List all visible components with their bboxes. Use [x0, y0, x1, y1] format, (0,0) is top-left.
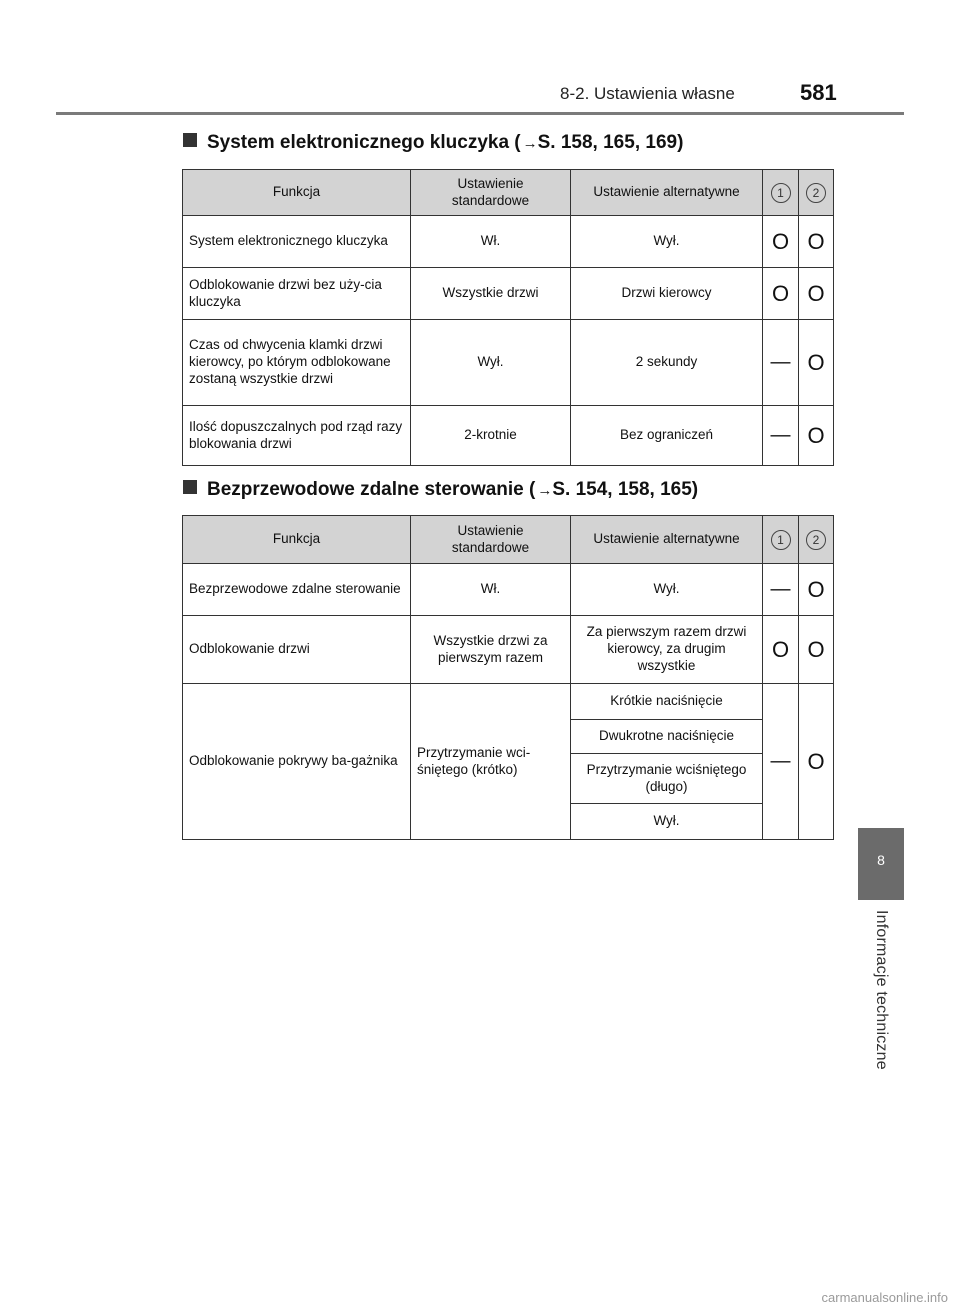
cell-mode2: O [799, 268, 834, 320]
cell-function: Czas od chwycenia klamki drzwi kierowcy, po którym odblokowane zostaną wszystkie drzwi [183, 320, 411, 406]
cell-mode2: O [799, 320, 834, 406]
cell-standard: Przytrzymanie wci-śniętego (krótko) [411, 684, 571, 840]
col-header-mode1 [763, 170, 799, 216]
section1-title [183, 132, 683, 154]
cell-mode2: O [799, 406, 834, 466]
circle-1-icon: 1 [771, 183, 791, 203]
cell-function: Odblokowanie drzwi bez uży-cia kluczyka [183, 268, 411, 320]
cell-function: Ilość dopuszczalnych pod rząd razy blokowania drzwi [183, 406, 411, 466]
section2-table [182, 515, 834, 840]
cell-alternative: Drzwi kierowcy [571, 268, 763, 320]
bullet-icon [183, 480, 197, 494]
cell-mode2: O [799, 616, 834, 684]
cell-alternative: Dwukrotne naciśnięcie [571, 720, 763, 754]
bullet-icon [183, 133, 197, 147]
table-row [183, 406, 834, 466]
cell-function: Bezprzewodowe zdalne sterowanie [183, 564, 411, 616]
table-row [183, 320, 834, 406]
section2-page-ref[interactable]: S. 154, 158, 165) [552, 479, 699, 500]
cell-mode1: O [763, 268, 799, 320]
cell-standard: Wszystkie drzwi [411, 268, 571, 320]
cell-alternative: Przytrzymanie wciśniętego (długo) [571, 754, 763, 804]
cell-function: System elektronicznego kluczyka [183, 216, 411, 268]
section1-table [182, 169, 834, 466]
chapter-tab[interactable] [858, 828, 904, 900]
table-header-row [183, 516, 834, 564]
table-header-row [183, 170, 834, 216]
cell-mode2: O [799, 684, 834, 840]
cell-alternative: Wył. [571, 216, 763, 268]
chapter-number: 8 [877, 852, 885, 868]
watermark: carmanualsonline.info [821, 1290, 948, 1305]
arrow-right-icon: → [522, 135, 538, 152]
cell-mode1: O [763, 616, 799, 684]
col-header-standard: Ustawienie standardowe [411, 516, 571, 564]
page-number: 581 [800, 80, 837, 105]
table-row [183, 564, 834, 616]
table-row [183, 216, 834, 268]
cell-mode1: — [763, 406, 799, 466]
section1-page-ref[interactable]: S. 158, 165, 169) [537, 132, 684, 153]
col-header-mode2 [799, 170, 834, 216]
header-section-title: 8-2. Ustawienia własne [560, 84, 735, 103]
cell-mode1: — [763, 320, 799, 406]
cell-standard: Wł. [411, 216, 571, 268]
cell-standard: Wszystkie drzwi za pierwszym razem [411, 616, 571, 684]
cell-alternative: Wył. [571, 804, 763, 840]
cell-standard: Wył. [411, 320, 571, 406]
circle-2-icon: 2 [806, 530, 826, 550]
col-header-mode2 [799, 516, 834, 564]
col-header-function: Funkcja [183, 170, 411, 216]
table-row [183, 268, 834, 320]
table-row [183, 684, 834, 720]
col-header-standard: Ustawienie standardowe [411, 170, 571, 216]
cell-alternative: 2 sekundy [571, 320, 763, 406]
cell-alternative: Krótkie naciśnięcie [571, 684, 763, 720]
header-rule [56, 112, 904, 115]
cell-function: Odblokowanie drzwi [183, 616, 411, 684]
cell-mode1: — [763, 684, 799, 840]
chapter-label: Informacje techniczne [873, 910, 890, 1070]
section2-title [183, 479, 698, 501]
circle-2-icon: 2 [806, 183, 826, 203]
arrow-right-icon: → [537, 482, 553, 499]
cell-mode1: — [763, 564, 799, 616]
col-header-mode1 [763, 516, 799, 564]
cell-standard: 2-krotnie [411, 406, 571, 466]
cell-alternative: Wył. [571, 564, 763, 616]
section2-title-text: Bezprzewodowe zdalne sterowanie ( [207, 479, 536, 500]
table-row [183, 616, 834, 684]
col-header-alternative: Ustawienie alternatywne [571, 170, 763, 216]
cell-function: Odblokowanie pokrywy ba-gażnika [183, 684, 411, 840]
cell-alternative: Za pierwszym razem drzwi kierowcy, za drugim wszystkie [571, 616, 763, 684]
cell-mode1: O [763, 216, 799, 268]
section1-title-text: System elektronicznego kluczyka ( [207, 132, 521, 153]
col-header-alternative: Ustawienie alternatywne [571, 516, 763, 564]
cell-mode2: O [799, 564, 834, 616]
cell-mode2: O [799, 216, 834, 268]
cell-alternative: Bez ograniczeń [571, 406, 763, 466]
circle-1-icon: 1 [771, 530, 791, 550]
col-header-function: Funkcja [183, 516, 411, 564]
cell-standard: Wł. [411, 564, 571, 616]
